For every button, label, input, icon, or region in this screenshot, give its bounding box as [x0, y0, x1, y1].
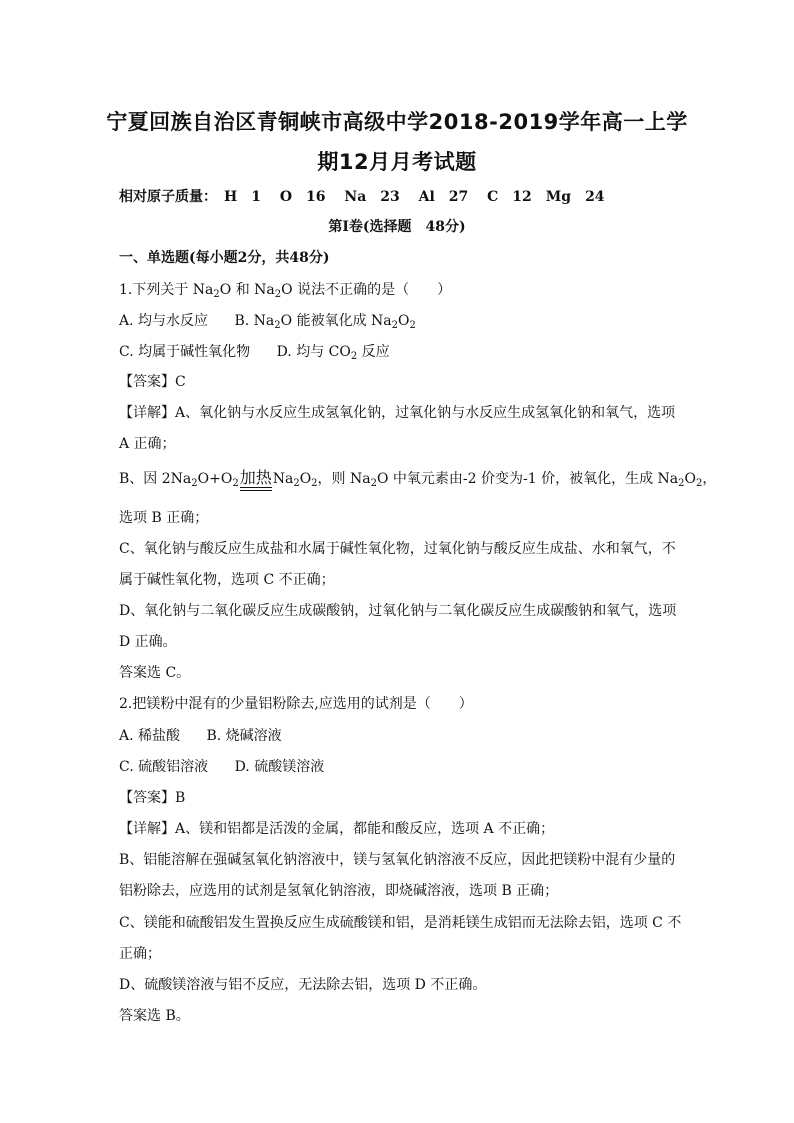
question-1-option-d: D. 均与 $CO_2$ 反应 — [276, 344, 390, 362]
question-2-options-row-2 — [119, 757, 324, 777]
heating-condition-mark: 加热 — [239, 468, 272, 487]
question-1-options-row-2 — [119, 342, 390, 362]
question-1-explanation-line-3: B、因 $2Na_2O+O_2$加热$Na_2O_2$，则 $Na_2O$ 中氧元素由-2 价变为-1 价，被氧化，生成 $Na_2O_2$， — [119, 468, 717, 489]
question-1-explanation-line-5: C、氧化钠与酸反应生成盐和水属于碱性氧化物，过氧化钠与酸反应生成盐、水和氧气，不 — [119, 541, 676, 557]
question-2-explanation-line-6: D、硫酸镁溶液与铝不反应，无法除去铝，选项 D 不正确。 — [119, 977, 487, 993]
section-title: 第I卷(选择题 48分) — [328, 219, 466, 235]
document-title-line-1: 宁夏回族自治区青铜峡市高级中学2018-2019学年高一上学 — [106, 110, 688, 134]
question-2-explanation-line-3: 铝粉除去，应选用的试剂是氢氧化钠溶液，即烧碱溶液，选项 B 正确； — [119, 883, 559, 899]
question-1-explanation-line-8: D 正确。 — [119, 634, 177, 650]
question-2-explanation-line-1: 【详解】A、镁和铝都是活泼的金属，都能和酸反应，选项 A 不正确； — [119, 821, 555, 837]
question-1-conclusion: 答案选 C。 — [119, 665, 191, 681]
question-2-conclusion: 答案选 B。 — [119, 1008, 190, 1024]
question-1-explanation-line-1: 【详解】A、氧化钠与水反应生成氢氧化钠，过氧化钠与水反应生成氢氧化钠和氧气，选项 — [119, 405, 676, 421]
question-1-explanation-line-7: D、氧化钠与二氧化碳反应生成碳酸钠，过氧化钠与二氧化碳反应生成碳酸钠和氧气，选项 — [119, 603, 677, 619]
document-title-line-2: 期12月月考试题 — [317, 150, 477, 174]
question-2-stem: 2.把镁粉中混有的少量铝粉除去,应选用的试剂是（ ） — [119, 696, 473, 712]
question-1-explanation-line-2: A 正确； — [119, 436, 176, 452]
question-2-options-row-1 — [119, 726, 282, 746]
question-2-option-b: B. 烧碱溶液 — [206, 728, 282, 744]
question-1-answer: 【答案】C — [119, 374, 186, 390]
question-2-explanation-line-4: C、镁能和硫酸铝发生置换反应生成硫酸镁和铝，是消耗镁生成铝而无法除去铝，选项 C 不 — [119, 915, 682, 931]
question-2-option-d: D. 硫酸镁溶液 — [234, 759, 325, 775]
question-1-explanation-line-4: 选项 B 正确； — [119, 510, 209, 526]
question-2-answer: 【答案】B — [119, 790, 186, 806]
question-1-option-a: A. 均与水反应 — [119, 313, 209, 329]
question-2-option-a: A. 稀盐酸 — [119, 728, 181, 744]
question-2-explanation-line-2: B、铝能溶解在强碱氢氧化钠溶液中，镁与氢氧化钠溶液不反应，因此把镁粉中混有少量的 — [119, 852, 676, 868]
question-2-option-c: C. 硫酸铝溶液 — [119, 759, 209, 775]
atomic-mass-line: 相对原子质量： H 1 O 16 Na 23 Al 27 C 12 Mg 24 — [119, 189, 605, 205]
part-heading: 一、单选题(每小题2分，共48分) — [119, 250, 330, 266]
question-1-stem: 1.下列关于 $Na_2O$ 和 $Na_2O$ 说法不正确的是（ ） — [119, 282, 452, 300]
question-1-explanation-line-6: 属于碱性氧化物，选项 C 不正确； — [119, 572, 335, 588]
question-1-option-c: C. 均属于碱性氧化物 — [119, 344, 251, 360]
question-2-explanation-line-5: 正确； — [119, 946, 161, 962]
question-1-option-b: B. $Na_2O$ 能被氧化成 $Na_2O_2$ — [234, 313, 416, 331]
question-1-options-row-1 — [119, 311, 416, 331]
